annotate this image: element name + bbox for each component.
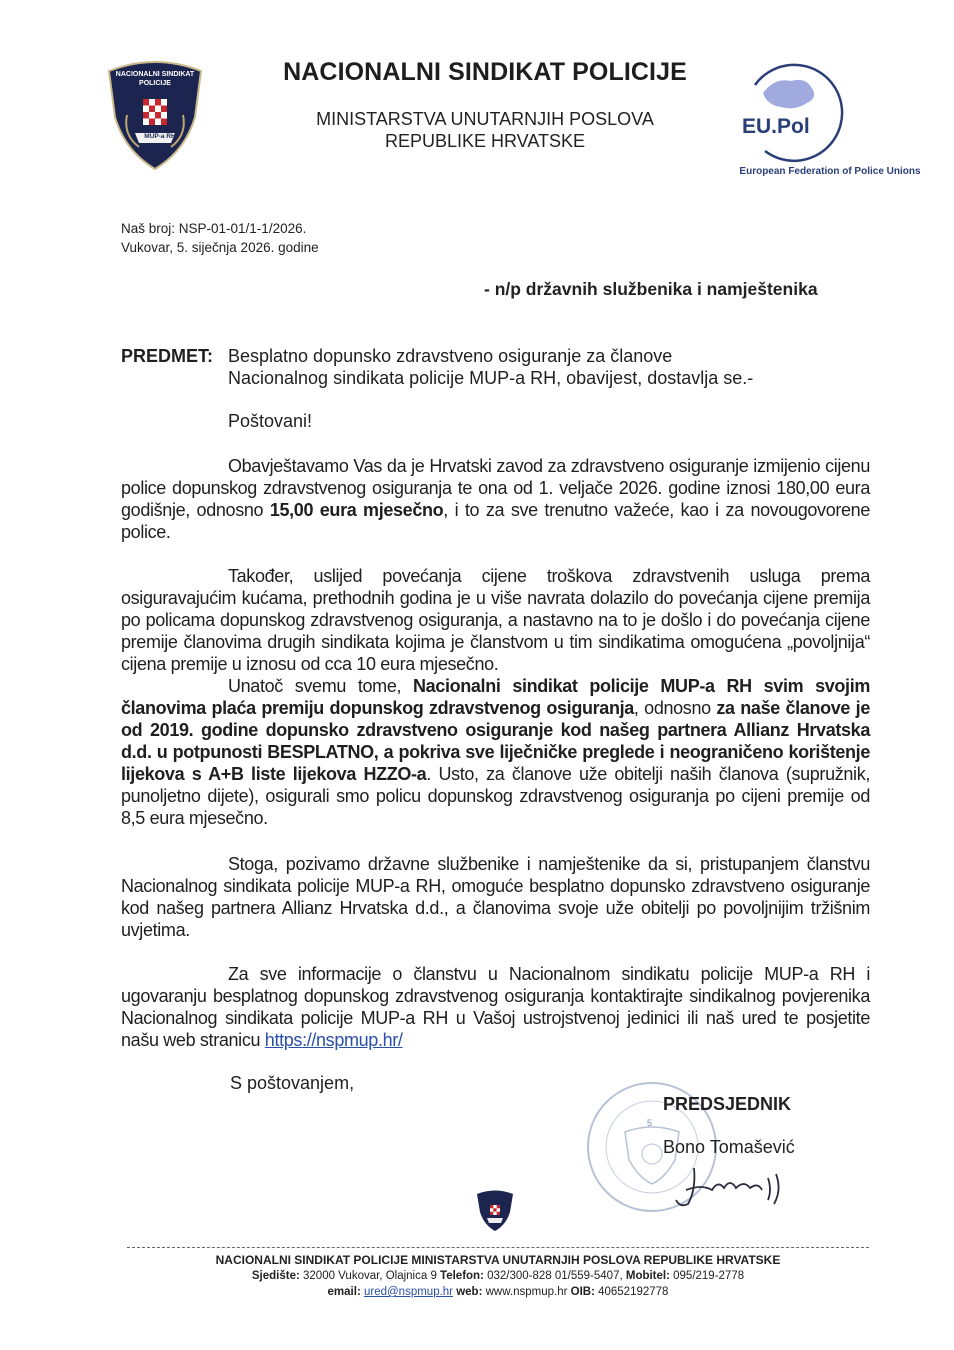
mobile-label: Mobitel: <box>625 1270 670 1282</box>
paragraph-free-insurance <box>121 675 870 829</box>
reference-block <box>121 219 319 257</box>
footer-shield-logo-icon <box>475 1188 515 1232</box>
hq-value: 32000 Vukovar, Olajnica 9 <box>299 1270 441 1282</box>
org-subtitle <box>260 108 710 152</box>
web-value: www.nspmup.hr <box>482 1286 571 1298</box>
phone-label: Telefon: <box>440 1270 484 1282</box>
text: , i to za sve trenutno važeće, kao i za novougovorene police. <box>121 500 870 542</box>
eupol-logo <box>735 55 845 165</box>
paragraph-invitation <box>121 853 870 941</box>
text: Unatoč svemu tome, <box>228 676 413 696</box>
subject-line1: Besplatno dopunsko zdravstveno osiguranje za članove <box>228 346 673 366</box>
handwritten-signature-icon <box>672 1160 792 1210</box>
web-label: web: <box>456 1286 483 1298</box>
org-subtitle-line2: REPUBLIKE HRVATSKE <box>384 131 586 151</box>
text: Stoga, pozivamo državne službenike i namještenike da si, pristupanjem članstvu Nacionalnog sindikata policije MUP-a RH, omoguće besplatno dopunsko zdravstveno osiguranje kod našeg partnera Allianz Hrvatska d.d., a članovima svoje uže obitelji po povoljnijim tržišnim uvjetima. <box>121 854 870 940</box>
subject-text <box>228 345 828 389</box>
shield-text-top: NACIONALNI SINDIKAT <box>115 71 195 78</box>
oib-label: OIB: <box>570 1286 595 1298</box>
greeting: Poštovani! <box>228 411 313 431</box>
highlight-monthly-price: 15,00 eura mjesečno <box>269 500 444 520</box>
text: . Usto, za članove uže obitelji naših članova (supružnik, punoljetno dijete), osigurali smo policu dopunskog zdravstvenog osiguranja po cijeni premije od 8,5 eura mjesečno. <box>121 764 870 828</box>
closing: S poštovanjem, <box>230 1073 355 1093</box>
text: Obavještavamo Vas da je Hrvatski zavod za zdravstveno osiguranje izmijenio cijenu police dopunskog zdravstvenog osiguranja te ona od 1. veljače 2026. godine iznosi 180,00 eura godišnje, odnosno <box>121 456 870 520</box>
website-link[interactable]: https://nspmup.hr/ <box>264 1030 403 1050</box>
highlight-free-since-2019: za naše članove je od 2019. godine dopunsko zdravstveno osiguranje kod našeg partnera Allianz Hrvatska d.d. u potpunosti BESPLATNO, a pokriva sve liječničke preglede i neograničeno korištenje lijekova s A+B liste lijekova HZZO-a <box>121 698 870 784</box>
phone-value: 032/300-828 01/559-5407, <box>483 1270 626 1282</box>
shield-text <box>112 70 198 88</box>
footer-address-line <box>127 1268 869 1284</box>
eupol-caption: European Federation of Police Unions <box>739 166 921 177</box>
subject-line2: Nacionalnog sindikata policije MUP-a RH, obavijest, dostavlja se.- <box>228 368 754 388</box>
eupol-logo-text: EU.Pol <box>742 115 810 138</box>
footer <box>127 1252 869 1300</box>
email-label: email: <box>327 1286 361 1298</box>
footer-contact-line <box>127 1284 869 1300</box>
reference-date: Vukovar, 5. siječnja 2026. godine <box>121 240 319 255</box>
reference-number: Naš broj: NSP-01-01/1-1/2026. <box>121 221 307 236</box>
footer-divider <box>127 1247 869 1248</box>
shield-text-mid: POLICIJE <box>139 80 171 87</box>
subject-label: PREDMET: <box>121 346 214 366</box>
recipient-line: - n/p državnih službenika i namještenika <box>484 279 818 299</box>
stamp-number: 5 <box>647 1118 653 1128</box>
paragraph-price-change <box>121 455 870 543</box>
mobile-value: 095/219-2778 <box>669 1270 745 1282</box>
shield-banner-text: MUP-a RH <box>144 133 176 140</box>
paragraph-contact <box>121 963 870 1051</box>
text: , odnosno <box>633 698 717 718</box>
email-link[interactable]: ured@nspmup.hr <box>363 1286 454 1298</box>
org-title: NACIONALNI SINDIKAT POLICIJE <box>283 58 687 86</box>
text: Za sve informacije o članstvu u Nacionalnom sindikatu policije MUP-a RH i ugovaranju besplatnog dopunskog zdravstvenog osiguranja kontaktirajte sindikalnog povjerenika Nacionalnog sindikata policije MUP-a RH u Vašoj ustrojstvenoj jedinici ili naš ured te posjetite našu web stranicu <box>121 964 870 1050</box>
highlight-union-pays: Nacionalni sindikat policije MUP-a RH svim svojim članovima plaća premiju dopunskog zdravstvenog osiguranja <box>121 676 871 718</box>
text: Također, uslijed povećanja cijene troškova zdravstvenih usluga prema osiguravajućim kućama, prethodnih godina je u više navrata dolazilo do povećanja cijene premija po policama dopunskog zdravstvenog osiguranja, a nastavno na to je došlo i do povećanja cijene premije članovima drugih sindikata kojima je članstvom u tim sindikatima omogućena „povoljnija“ cijena premije u iznosu od cca 10 eura mjesečno. <box>121 566 870 674</box>
signatory-name: Bono Tomašević <box>663 1137 795 1157</box>
signatory-title: PREDSJEDNIK <box>663 1094 792 1114</box>
paragraph-premium-increase <box>121 565 870 675</box>
org-subtitle-line1: MINISTARSTVA UNUTARNJIH POSLOVA <box>316 109 654 129</box>
hq-label: Sjedište: <box>251 1270 300 1282</box>
footer-org-name: NACIONALNI SINDIKAT POLICIJE MINISTARSTVA UNUTARNJIH POSLOVA REPUBLIKE HRVATSKE <box>215 1253 781 1267</box>
oib-value: 40652192778 <box>594 1286 669 1298</box>
